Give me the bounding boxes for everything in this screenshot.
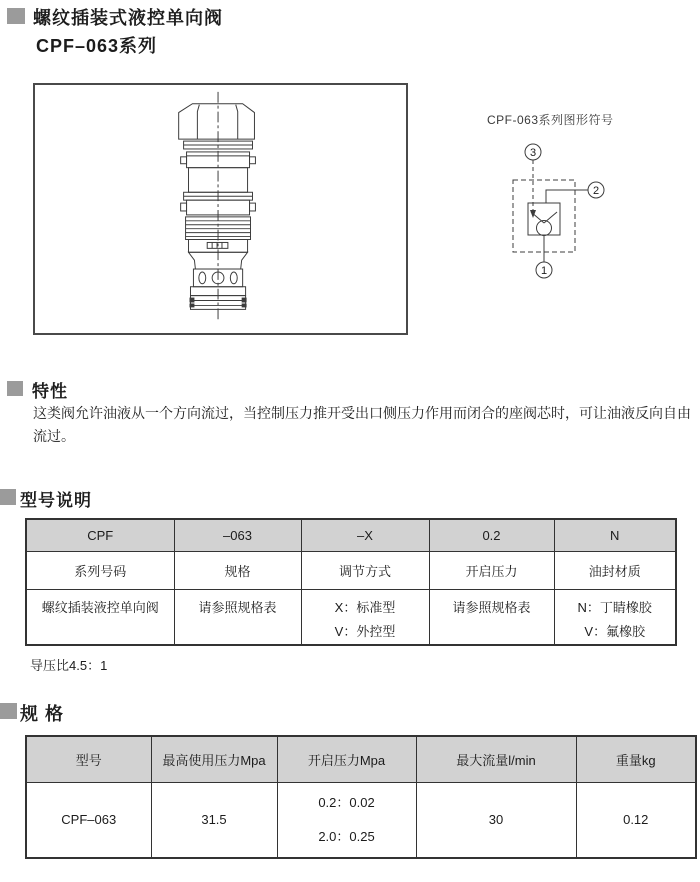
value-line: 0.2：0.02 <box>318 794 375 810</box>
specs-weight-cell: 0.12 <box>576 782 696 858</box>
model-code-value-cell <box>301 589 429 645</box>
value-line: V：氟橡胶 <box>584 623 646 639</box>
specs-header-cell: 重量kg <box>576 736 696 782</box>
specs-opening-pressure-cell <box>277 782 416 858</box>
model-code-label-cell: 油封材质 <box>554 551 676 589</box>
model-code-header-cell: N <box>554 519 676 551</box>
specs-header-row <box>26 736 696 782</box>
title-bullet-square <box>7 8 25 24</box>
page-title: 螺纹插装式液控单向阀 <box>33 8 223 28</box>
value-line: X：标准型 <box>334 599 396 615</box>
model-code-value-cell <box>429 589 554 645</box>
features-bullet-square <box>7 381 23 396</box>
model-code-label-cell: 开启压力 <box>429 551 554 589</box>
valve-drawing-box <box>33 83 408 335</box>
specs-header-cell: 型号 <box>26 736 151 782</box>
specs-max-flow-cell: 30 <box>416 782 576 858</box>
model-code-value-cell <box>554 589 676 645</box>
model-code-table <box>25 518 677 646</box>
model-code-header-cell: –063 <box>174 519 301 551</box>
port-3-label: 3 <box>529 147 537 159</box>
model-code-header-row <box>26 519 676 551</box>
features-heading: 特性 <box>32 382 68 401</box>
valve-technical-drawing <box>35 85 406 333</box>
value-line: 螺纹插装液控单向阀 <box>41 599 159 615</box>
pilot-ratio-note: 导压比4.5：1 <box>30 658 108 673</box>
model-code-header-cell: CPF <box>26 519 174 551</box>
page-subtitle: CPF–063系列 <box>36 36 158 56</box>
specs-header-cell: 最大流量l/min <box>416 736 576 782</box>
model-code-header-cell: 0.2 <box>429 519 554 551</box>
specs-bullet-square <box>0 703 17 719</box>
model-code-label-cell: 规格 <box>174 551 301 589</box>
specs-heading: 规 格 <box>20 704 65 724</box>
value-line: V：外控型 <box>334 623 396 639</box>
specs-model-cell: CPF–063 <box>26 782 151 858</box>
value-line: N：丁睛橡胶 <box>577 599 652 615</box>
specs-header-cell: 开启压力Mpa <box>277 736 416 782</box>
port-2-label: 2 <box>592 185 600 197</box>
value-line: 2.0：0.25 <box>318 828 375 844</box>
value-line: 请参照规格表 <box>198 599 277 615</box>
model-code-value-cell <box>174 589 301 645</box>
model-code-bullet-square <box>0 489 16 505</box>
model-code-label-row <box>26 551 676 589</box>
features-paragraph: 这类阀允许油液从一个方向流过，当控制压力推开受出口侧压力作用而闭合的座阀芯时，可让油液反向自由流过。 <box>33 405 691 444</box>
model-code-header-cell: –X <box>301 519 429 551</box>
hydraulic-symbol-diagram <box>455 135 625 295</box>
specs-max-pressure-cell: 31.5 <box>151 782 277 858</box>
model-code-label-cell: 调节方式 <box>301 551 429 589</box>
specs-table <box>25 735 697 859</box>
symbol-caption: CPF-063系列图形符号 <box>487 113 614 127</box>
specs-data-row <box>26 782 696 858</box>
specs-header-cell: 最高使用压力Mpa <box>151 736 277 782</box>
value-line: 请参照规格表 <box>452 599 531 615</box>
model-code-heading: 型号说明 <box>20 491 92 510</box>
model-code-value-row <box>26 589 676 645</box>
model-code-label-cell: 系列号码 <box>26 551 174 589</box>
port-1-label: 1 <box>540 265 548 277</box>
model-code-value-cell <box>26 589 174 645</box>
